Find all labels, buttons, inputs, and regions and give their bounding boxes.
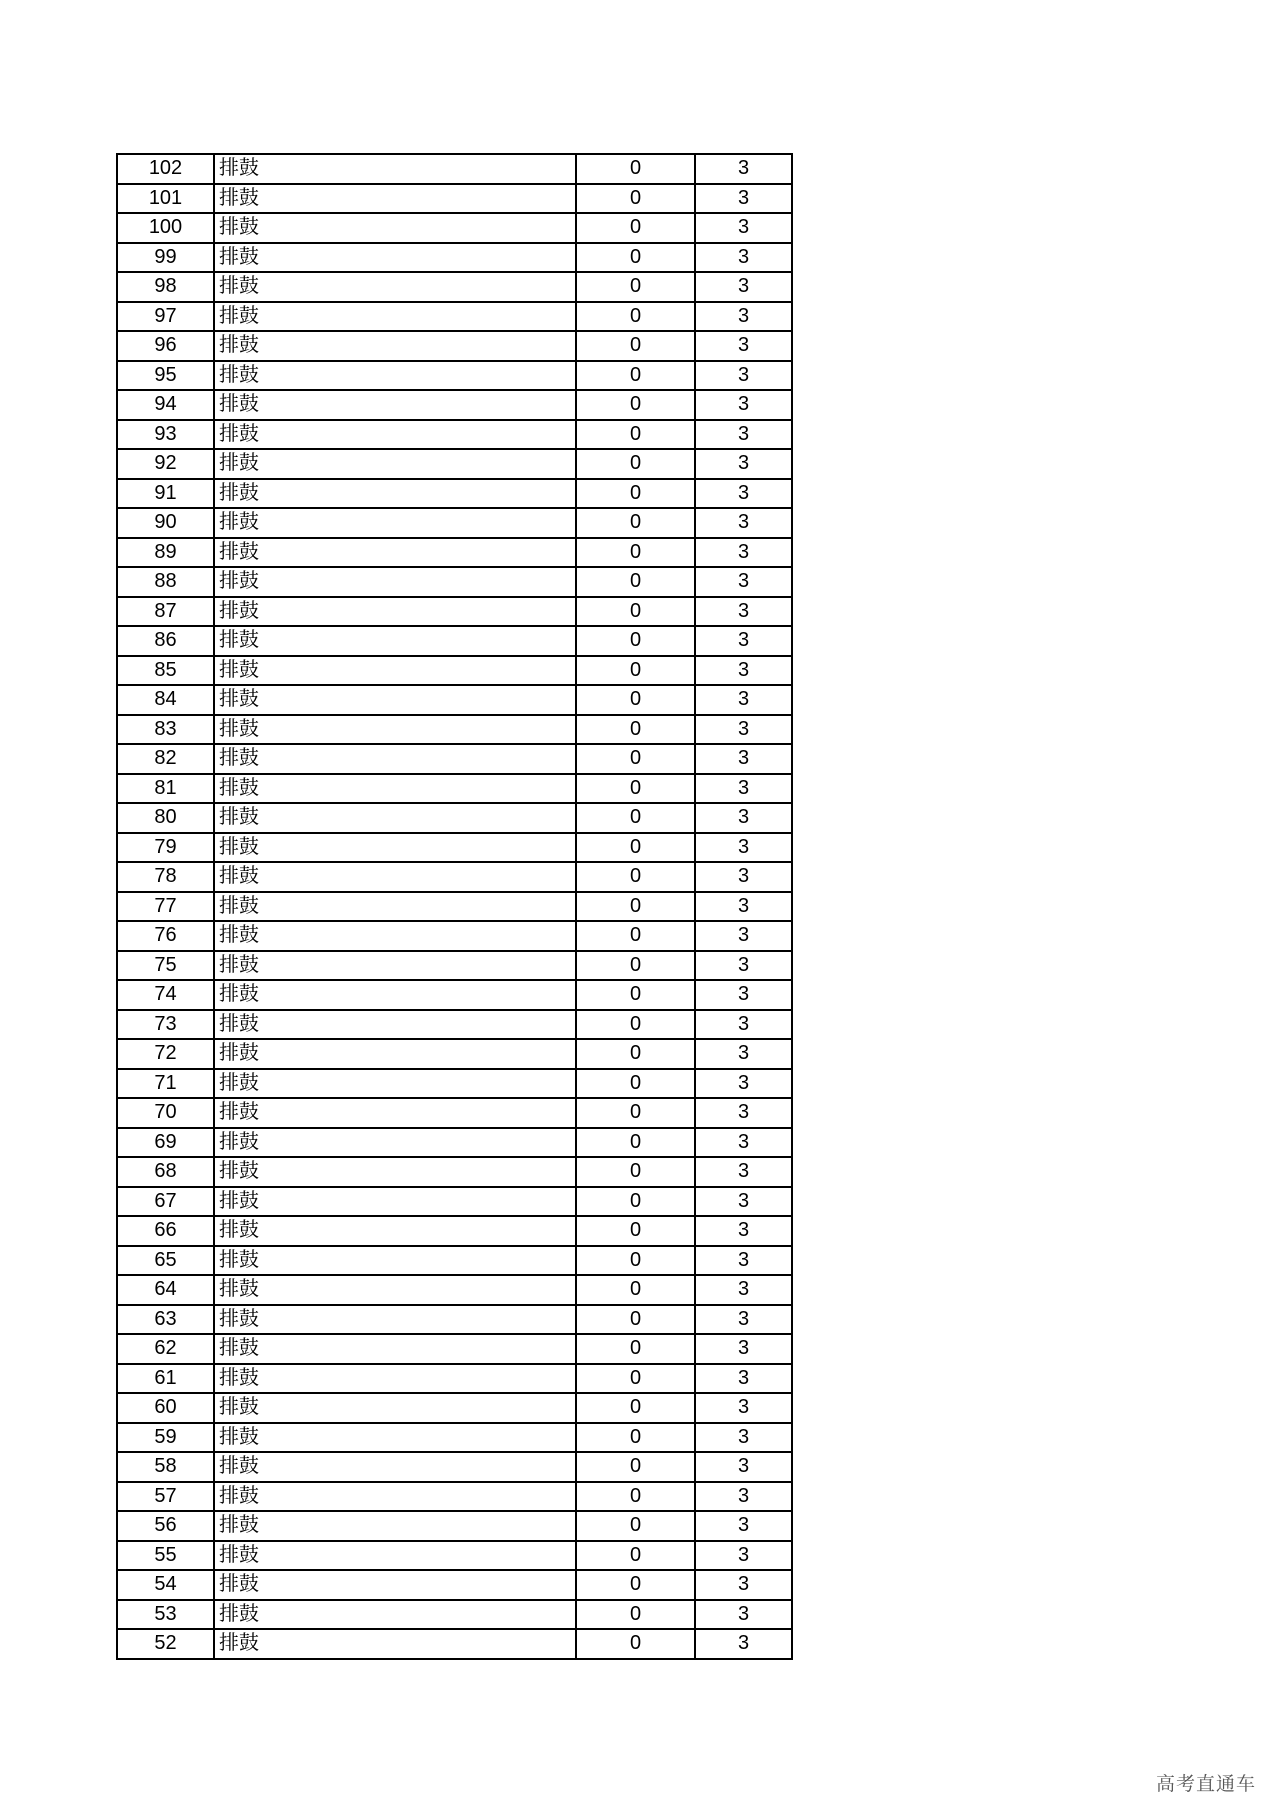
count-cell: 3 [695,1541,792,1571]
rank-cell: 77 [117,892,214,922]
table-row [117,567,792,597]
value-cell: 0 [576,951,695,981]
count-cell: 3 [695,184,792,214]
name-cell: 排鼓 [214,1128,576,1158]
name-cell: 排鼓 [214,1039,576,1069]
name-cell: 排鼓 [214,331,576,361]
table-row [117,1069,792,1099]
rank-cell: 96 [117,331,214,361]
value-cell: 0 [576,1216,695,1246]
value-cell: 0 [576,921,695,951]
value-cell: 0 [576,597,695,627]
count-cell: 3 [695,774,792,804]
count-cell: 3 [695,626,792,656]
name-cell: 排鼓 [214,1334,576,1364]
value-cell: 0 [576,1010,695,1040]
table-row [117,184,792,214]
name-cell: 排鼓 [214,449,576,479]
name-cell: 排鼓 [214,1482,576,1512]
table-row [117,272,792,302]
rank-cell: 67 [117,1187,214,1217]
count-cell: 3 [695,213,792,243]
name-cell: 排鼓 [214,567,576,597]
name-cell: 排鼓 [214,243,576,273]
count-cell: 3 [695,1511,792,1541]
value-cell: 0 [576,449,695,479]
table-row [117,774,792,804]
value-cell: 0 [576,862,695,892]
count-cell: 3 [695,1393,792,1423]
value-cell: 0 [576,1069,695,1099]
value-cell: 0 [576,1511,695,1541]
count-cell: 3 [695,1069,792,1099]
table-row [117,951,792,981]
name-cell: 排鼓 [214,1364,576,1394]
name-cell: 排鼓 [214,390,576,420]
table-row [117,1216,792,1246]
count-cell: 3 [695,1482,792,1512]
count-cell: 3 [695,1157,792,1187]
count-cell: 3 [695,715,792,745]
rank-cell: 95 [117,361,214,391]
value-cell: 0 [576,243,695,273]
value-cell: 0 [576,1629,695,1659]
rank-cell: 60 [117,1393,214,1423]
table-row [117,1393,792,1423]
name-cell: 排鼓 [214,1541,576,1571]
name-cell: 排鼓 [214,656,576,686]
value-cell: 0 [576,892,695,922]
name-cell: 排鼓 [214,1010,576,1040]
table-row [117,331,792,361]
rank-cell: 64 [117,1275,214,1305]
count-cell: 3 [695,1423,792,1453]
name-cell: 排鼓 [214,1246,576,1276]
count-cell: 3 [695,833,792,863]
count-cell: 3 [695,538,792,568]
value-cell: 0 [576,567,695,597]
rank-cell: 98 [117,272,214,302]
name-cell: 排鼓 [214,1511,576,1541]
name-cell: 排鼓 [214,892,576,922]
table-row [117,685,792,715]
name-cell: 排鼓 [214,508,576,538]
rank-cell: 75 [117,951,214,981]
name-cell: 排鼓 [214,862,576,892]
value-cell: 0 [576,213,695,243]
table-row [117,1570,792,1600]
rank-cell: 84 [117,685,214,715]
value-cell: 0 [576,744,695,774]
value-cell: 0 [576,980,695,1010]
value-cell: 0 [576,390,695,420]
count-cell: 3 [695,1098,792,1128]
rank-cell: 52 [117,1629,214,1659]
value-cell: 0 [576,508,695,538]
count-cell: 3 [695,449,792,479]
count-cell: 3 [695,272,792,302]
count-cell: 3 [695,361,792,391]
value-cell: 0 [576,154,695,184]
table-row [117,1600,792,1630]
rank-cell: 101 [117,184,214,214]
rank-cell: 100 [117,213,214,243]
value-cell: 0 [576,656,695,686]
table-row [117,154,792,184]
table-row [117,862,792,892]
value-cell: 0 [576,1393,695,1423]
value-cell: 0 [576,774,695,804]
name-cell: 排鼓 [214,479,576,509]
count-cell: 3 [695,420,792,450]
table-row [117,715,792,745]
count-cell: 3 [695,1275,792,1305]
value-cell: 0 [576,833,695,863]
value-cell: 0 [576,1541,695,1571]
name-cell: 排鼓 [214,744,576,774]
value-cell: 0 [576,803,695,833]
table-row [117,508,792,538]
rank-cell: 79 [117,833,214,863]
table-row [117,1452,792,1482]
table-row [117,449,792,479]
count-cell: 3 [695,656,792,686]
rank-cell: 93 [117,420,214,450]
value-cell: 0 [576,1482,695,1512]
rank-cell: 68 [117,1157,214,1187]
rank-cell: 70 [117,1098,214,1128]
value-cell: 0 [576,1570,695,1600]
table-row [117,302,792,332]
name-cell: 排鼓 [214,951,576,981]
table-row [117,1187,792,1217]
value-cell: 0 [576,1423,695,1453]
table-row [117,1275,792,1305]
table-body [117,154,792,1659]
table-row [117,1541,792,1571]
value-cell: 0 [576,361,695,391]
rank-cell: 78 [117,862,214,892]
rank-cell: 82 [117,744,214,774]
name-cell: 排鼓 [214,833,576,863]
name-cell: 排鼓 [214,980,576,1010]
rank-cell: 74 [117,980,214,1010]
name-cell: 排鼓 [214,1393,576,1423]
name-cell: 排鼓 [214,1098,576,1128]
table-row [117,803,792,833]
count-cell: 3 [695,744,792,774]
table-row [117,1511,792,1541]
name-cell: 排鼓 [214,154,576,184]
count-cell: 3 [695,1187,792,1217]
name-cell: 排鼓 [214,1452,576,1482]
count-cell: 3 [695,1128,792,1158]
name-cell: 排鼓 [214,1305,576,1335]
value-cell: 0 [576,420,695,450]
count-cell: 3 [695,862,792,892]
rank-cell: 76 [117,921,214,951]
count-cell: 3 [695,685,792,715]
table-row [117,833,792,863]
table-row [117,420,792,450]
rank-cell: 62 [117,1334,214,1364]
rank-cell: 80 [117,803,214,833]
rank-cell: 58 [117,1452,214,1482]
value-cell: 0 [576,1157,695,1187]
rank-cell: 55 [117,1541,214,1571]
name-cell: 排鼓 [214,1187,576,1217]
name-cell: 排鼓 [214,685,576,715]
rank-cell: 87 [117,597,214,627]
value-cell: 0 [576,302,695,332]
name-cell: 排鼓 [214,1423,576,1453]
table-row [117,1098,792,1128]
value-cell: 0 [576,1334,695,1364]
count-cell: 3 [695,1570,792,1600]
count-cell: 3 [695,1600,792,1630]
count-cell: 3 [695,1334,792,1364]
table-row [117,1010,792,1040]
count-cell: 3 [695,479,792,509]
value-cell: 0 [576,538,695,568]
name-cell: 排鼓 [214,626,576,656]
rank-cell: 73 [117,1010,214,1040]
rank-cell: 81 [117,774,214,804]
value-cell: 0 [576,1305,695,1335]
name-cell: 排鼓 [214,803,576,833]
rank-cell: 92 [117,449,214,479]
count-cell: 3 [695,1039,792,1069]
value-cell: 0 [576,1187,695,1217]
rank-cell: 65 [117,1246,214,1276]
rank-cell: 63 [117,1305,214,1335]
value-cell: 0 [576,715,695,745]
count-cell: 3 [695,980,792,1010]
count-cell: 3 [695,1364,792,1394]
count-cell: 3 [695,390,792,420]
name-cell: 排鼓 [214,774,576,804]
table-row [117,1157,792,1187]
value-cell: 0 [576,479,695,509]
table-row [117,597,792,627]
table-row [117,390,792,420]
rank-cell: 88 [117,567,214,597]
value-cell: 0 [576,1128,695,1158]
rank-cell: 102 [117,154,214,184]
rank-cell: 90 [117,508,214,538]
count-cell: 3 [695,1246,792,1276]
rank-cell: 71 [117,1069,214,1099]
name-cell: 排鼓 [214,921,576,951]
count-cell: 3 [695,331,792,361]
count-cell: 3 [695,1305,792,1335]
value-cell: 0 [576,1098,695,1128]
count-cell: 3 [695,567,792,597]
count-cell: 3 [695,892,792,922]
count-cell: 3 [695,154,792,184]
count-cell: 3 [695,1629,792,1659]
rank-cell: 91 [117,479,214,509]
table-row [117,1482,792,1512]
table-row [117,479,792,509]
name-cell: 排鼓 [214,715,576,745]
value-cell: 0 [576,1364,695,1394]
rank-cell: 97 [117,302,214,332]
table-row [117,1334,792,1364]
count-cell: 3 [695,302,792,332]
table-row [117,626,792,656]
count-cell: 3 [695,1216,792,1246]
count-cell: 3 [695,1010,792,1040]
rank-cell: 83 [117,715,214,745]
table-row [117,243,792,273]
table-row [117,656,792,686]
rank-cell: 85 [117,656,214,686]
table-row [117,892,792,922]
table-row [117,1364,792,1394]
table-row [117,1128,792,1158]
table-row [117,1423,792,1453]
value-cell: 0 [576,1246,695,1276]
name-cell: 排鼓 [214,420,576,450]
table-row [117,1246,792,1276]
name-cell: 排鼓 [214,1629,576,1659]
rank-cell: 59 [117,1423,214,1453]
table-row [117,361,792,391]
count-cell: 3 [695,597,792,627]
rank-cell: 72 [117,1039,214,1069]
name-cell: 排鼓 [214,272,576,302]
rank-cell: 53 [117,1600,214,1630]
name-cell: 排鼓 [214,538,576,568]
table-row [117,921,792,951]
rank-cell: 61 [117,1364,214,1394]
table-row [117,980,792,1010]
rank-cell: 99 [117,243,214,273]
table-row [117,744,792,774]
value-cell: 0 [576,272,695,302]
value-cell: 0 [576,184,695,214]
count-cell: 3 [695,921,792,951]
name-cell: 排鼓 [214,1275,576,1305]
value-cell: 0 [576,1452,695,1482]
watermark-text: 高考直通车 [1155,1774,1256,1795]
value-cell: 0 [576,685,695,715]
count-cell: 3 [695,951,792,981]
count-cell: 3 [695,1452,792,1482]
table-row [117,1629,792,1659]
rank-cell: 86 [117,626,214,656]
rank-cell: 89 [117,538,214,568]
value-cell: 0 [576,1039,695,1069]
value-cell: 0 [576,331,695,361]
data-table [116,153,793,1660]
name-cell: 排鼓 [214,1157,576,1187]
table-row [117,1039,792,1069]
name-cell: 排鼓 [214,1600,576,1630]
rank-cell: 66 [117,1216,214,1246]
table-row [117,1305,792,1335]
rank-cell: 54 [117,1570,214,1600]
value-cell: 0 [576,1600,695,1630]
name-cell: 排鼓 [214,213,576,243]
rank-cell: 94 [117,390,214,420]
name-cell: 排鼓 [214,1069,576,1099]
count-cell: 3 [695,243,792,273]
table-row [117,538,792,568]
rank-cell: 69 [117,1128,214,1158]
rank-cell: 57 [117,1482,214,1512]
name-cell: 排鼓 [214,1570,576,1600]
name-cell: 排鼓 [214,302,576,332]
count-cell: 3 [695,508,792,538]
name-cell: 排鼓 [214,1216,576,1246]
value-cell: 0 [576,1275,695,1305]
rank-cell: 56 [117,1511,214,1541]
name-cell: 排鼓 [214,361,576,391]
name-cell: 排鼓 [214,184,576,214]
value-cell: 0 [576,626,695,656]
count-cell: 3 [695,803,792,833]
name-cell: 排鼓 [214,597,576,627]
table-row [117,213,792,243]
